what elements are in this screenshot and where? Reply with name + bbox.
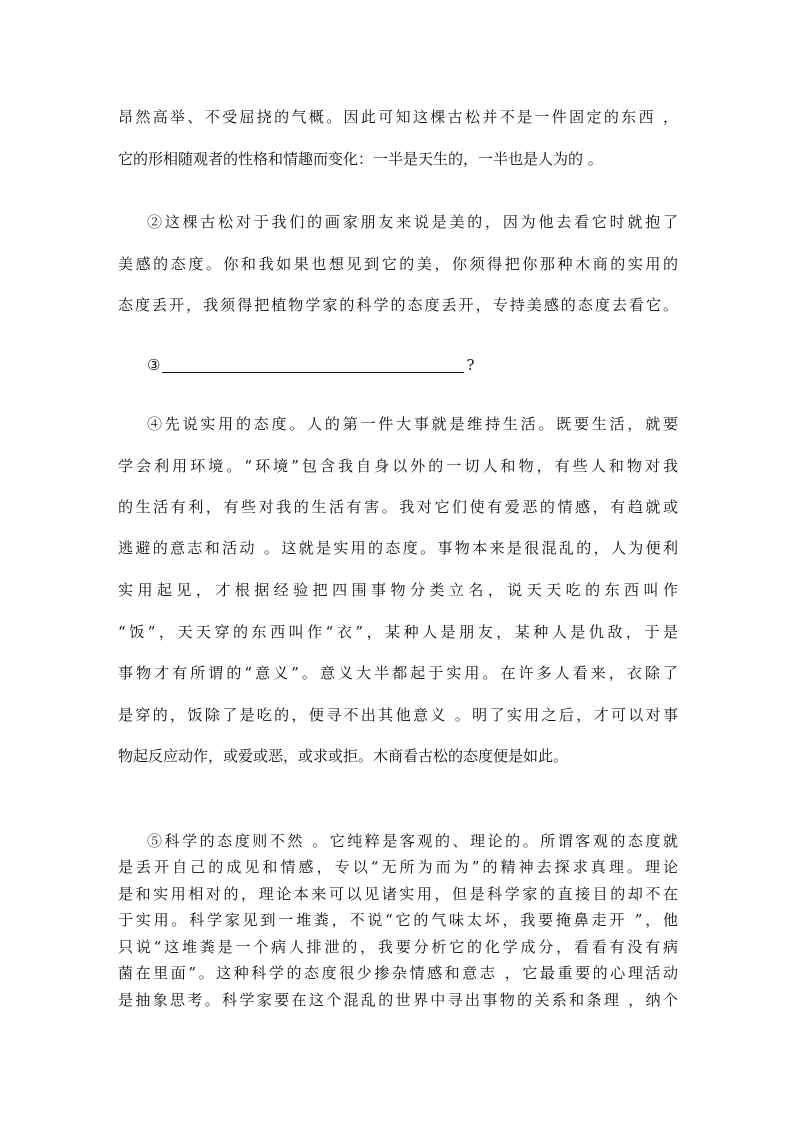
p5-line-4: 于实用。科学家见到一堆粪，不说“它的气味太坏，我要掩鼻走开 ”，他 [118, 911, 678, 929]
answer-blank-line [162, 358, 464, 373]
p5-line-3: 是和实用相对的，理论本来可以见诸实用，但是科学家的直接目的却不在 [118, 885, 678, 903]
p1-line-2: 它的形相随观者的性格和情趣而变化：一半是天生的，一半也是人为的 。 [118, 150, 603, 168]
p4-line-9: 物起反应动作，或爱或恶，或求或拒。木商看古松的态度便是如此。 [118, 747, 569, 765]
p1-line-1: 昂然高举、不受屈挠的气概。因此可知这棵古松并不是一件固定的东西 ， [118, 108, 678, 126]
p5-line-7: 是抽象思考。科学家要在这个混乱的世界中寻出事物的关系和条理 ，纳个 [118, 991, 678, 1009]
p2-line-1: ②这棵古松对于我们的画家朋友来说是美的，因为他去看它时就抱了 [147, 213, 678, 231]
p4-line-3: 的生活有利，有些对我的生活有害。我对它们使有爱恶的情感，有趋就或 [118, 498, 678, 516]
p4-line-4: 逃避的意志和活动 。这就是实用的态度。事物本来是很混乱的，人为便利 [118, 539, 678, 557]
p5-line-5: 只说“这堆粪是一个病人排泄的，我要分析它的化学成分，看看有没有病 [118, 938, 678, 956]
p5-line-2: 是丢开自己的成见和情感，专以“无所为而为”的精神去探求真理。理论 [118, 858, 678, 876]
p2-line-2: 美感的态度。你和我如果也想见到它的美，你须得把你那种木商的实用的 [118, 255, 678, 273]
p5-line-1: ⑤科学的态度则不然 。它纯粹是客观的、理论的。所谓客观的态度就 [147, 832, 678, 850]
p3-blank-question [147, 355, 475, 375]
p4-line-7: 事物才有所谓的“意义”。意义大半都起于实用。在许多人看来，衣除了 [118, 664, 678, 682]
p3-number: ③ [147, 356, 161, 374]
p5-line-6: 菌在里面”。这种科学的态度很少掺杂情感和意志 ，它最重要的心理活动 [118, 964, 678, 982]
p2-line-3: 态度丢开，我须得把植物学家的科学的态度丢开，专持美感的态度去看它。 [118, 296, 678, 314]
p3-question-mark: ? [466, 356, 475, 374]
p4-line-2: 学会利用环境。“环境”包含我自身以外的一切人和物，有些人和物对我 [118, 457, 678, 475]
p4-line-6: “饭”，天天穿的东西叫作“衣”，某种人是朋友，某种人是仇敌，于是 [118, 623, 678, 641]
p4-line-5: 实用起见，才根据经验把四围事物分类立名，说天天吃的东西叫作 [118, 581, 678, 599]
p4-line-1: ④先说实用的态度。人的第一件大事就是维持生活。既要生活，就要 [147, 415, 678, 433]
p4-line-8: 是穿的，饭除了是吃的，便寻不出其他意义 。明了实用之后，才可以对事 [118, 706, 678, 724]
